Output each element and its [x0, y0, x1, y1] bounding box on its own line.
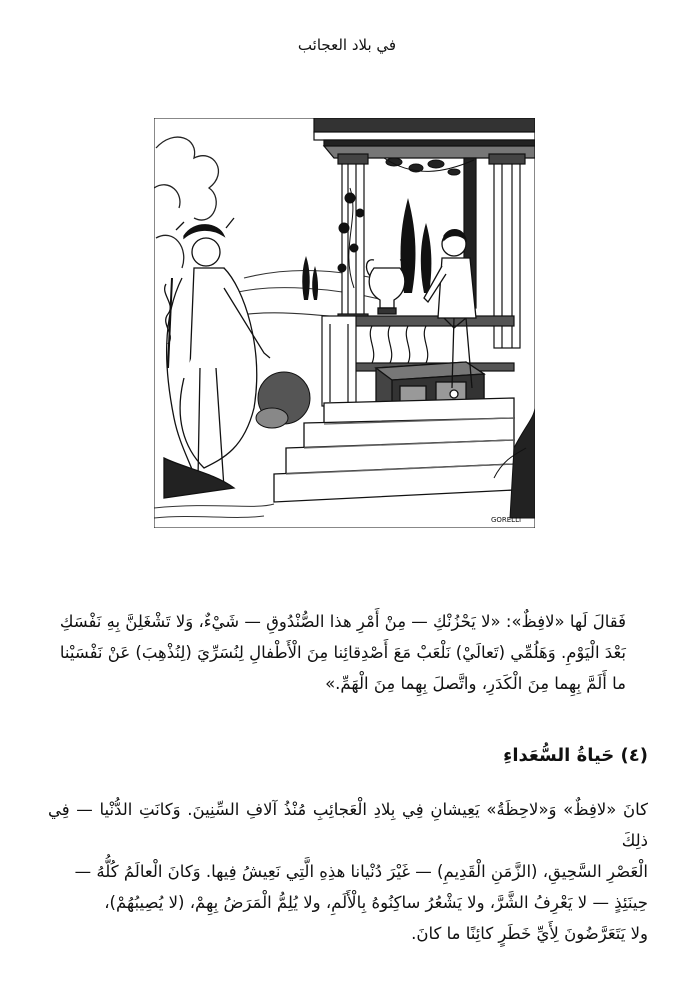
paragraph-2-line: كانَ «لافِظٌ» وَ«لاحِظَةُ» يَعِيشانِ فِي بِلادِ الْعَجائِبِ مُنْذُ آلافِ السِّنِينَ. وَكانَتِ الدُّنْيا — فِي ذلِكَ — [48, 800, 648, 850]
paragraph-2-line: ولا يَتَعَرَّضُونَ لِأَيِّ خَطَرٍ كائِنًا ما كانَ. — [411, 924, 648, 943]
section-heading: (٤) حَياةُ السُّعَداءِ — [503, 745, 648, 766]
temple-entablature — [314, 118, 535, 158]
engraving-illustration — [154, 118, 535, 528]
paragraph-1-line: بَعْدَ الْيَوْمِ. وَهَلُمِّي (تَعالَيْ) نَلْعَبْ مَعَ أَصْدِقائِنا مِنَ الْأَطْفالِ لِنُسَرِّيَ (لِنُذْهِبَ) عَنْ نَفْسَيْنا — [59, 643, 626, 662]
paragraph-1 — [48, 606, 648, 699]
paragraph-1-line: ما أَلَمَّ بِهِما مِنَ الْكَدَرِ، واتَّصلَ بِهِما مِنَ الْهَمِّ.» — [325, 674, 626, 693]
paragraph-2 — [48, 794, 648, 949]
paragraph-1-line: فَقالَ لَها «لافِظٌ»: «لا يَحْزُنْكِ — مِنْ أَمْرِ هذا الصُّنْدُوقِ — شَيْءٌ، وَلا تَشْغَلِنَّ بِهِ نَفْسَكِ — [59, 612, 626, 631]
illustration-drawing — [154, 118, 535, 528]
artist-signature: GORELLI — [490, 516, 522, 524]
running-header: في بلاد العجائب — [297, 36, 397, 54]
paragraph-2-line: حِينَئِذٍ — لا يَعْرِفُ الشَّرَّ، ولا يَشْعُرُ ساكِنُوهُ بِالْأَلَمِ، ولا يُلِمُّ الْمَرَضُ بِهِمْ، (لا يُصِيبُهُمْ)، — [104, 893, 648, 912]
paragraph-2-line: الْعَصْرِ السَّحِيقِ، (الزَّمَنِ الْقَدِيمِ) — غَيْرَ دُنْيانا هذِهِ الَّتِي نَعِيشُ فِيها. وَكانَ الْعالَمُ كُلُّهُ — — [74, 862, 648, 881]
